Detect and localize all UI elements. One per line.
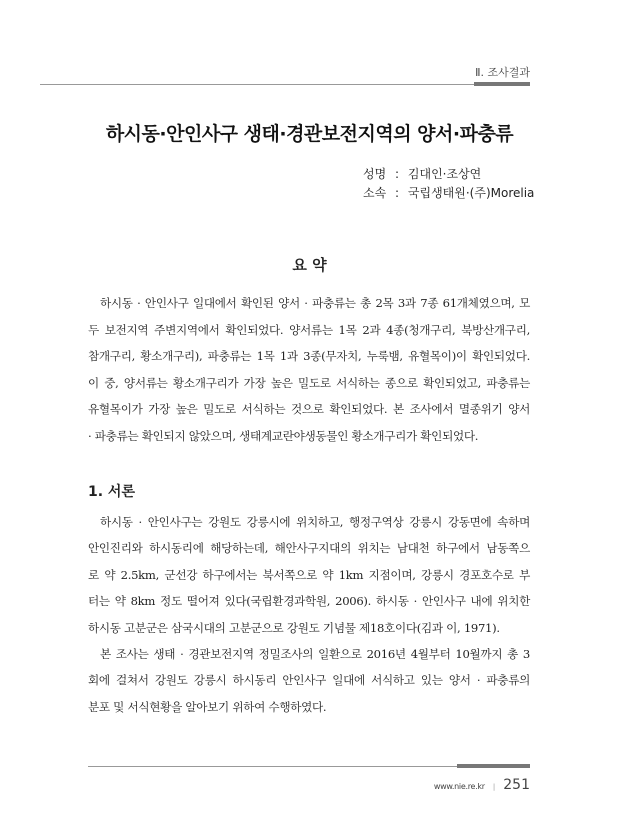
- text-line: 이 중, 양서류는 황소개구리가 가장 높은 밀도로 서식하는 종으로 확인되었고, 파충류는: [88, 375, 530, 390]
- separator: :: [395, 167, 400, 181]
- section-heading: 1. 서론: [88, 484, 135, 500]
- running-header: Ⅱ. 조사결과: [475, 66, 530, 79]
- summary-heading: 요 약: [292, 256, 327, 274]
- header-rule: [40, 84, 530, 85]
- page-number: 251: [503, 777, 530, 793]
- footer-rule-accent: [457, 764, 530, 768]
- affiliation-value: 국립생태원·(주)Morelia: [407, 186, 535, 200]
- author-value: 김대인·조상연: [407, 167, 482, 181]
- separator: :: [395, 186, 400, 200]
- footer-separator: |: [492, 783, 496, 791]
- text-line: · 파충류는 확인되지 않았으며, 생태계교란야생동물인 황소개구리가 확인되었다.: [88, 428, 479, 443]
- author-name: [363, 165, 481, 182]
- text-line: 본 조사는 생태 · 경관보전지역 정밀조사의 일환으로 2016년 4월부터 10월까지 총 3: [100, 647, 530, 661]
- text-line: 하시동 고분군은 삼국시대의 고분군으로 강원도 기념물 제18호이다(김과 이, 1971).: [88, 620, 500, 635]
- header-rule-accent: [474, 82, 530, 86]
- text-line: 안인진리와 하시동리에 해당하는데, 해안사구지대의 위치는 남대천 하구에서 남동쪽으: [88, 541, 530, 556]
- text-line: 회에 걸쳐서 강원도 강릉시 하시동리 안인사구 일대에 서식하고 있는 양서 · 파충류의: [88, 673, 530, 688]
- text-line: 하시동 · 안인사구 일대에서 확인된 양서 · 파충류는 총 2목 3과 7종 61개체였으며, 모: [100, 296, 530, 310]
- text-line: 두 보전지역 주변지역에서 확인되었다. 양서류는 1목 2과 4종(청개구리, 북방산개구리,: [88, 322, 530, 337]
- author-affiliation: [363, 184, 534, 201]
- page-title: 하시동·안인사구 생태·경관보전지역의 양서·파충류: [105, 123, 514, 145]
- footer-url: www.nie.re.kr: [433, 782, 485, 791]
- affiliation-label: 소속: [363, 186, 387, 200]
- text-line: 분포 및 서식현황을 알아보기 위하여 수행하였다.: [88, 699, 327, 714]
- text-line: 유혈목이가 가장 높은 밀도로 서식하는 것으로 확인되었다. 본 조사에서 멸종위기 양서: [88, 402, 530, 416]
- author-label: 성명: [363, 167, 387, 181]
- text-line: 로 약 2.5km, 군선강 하구에서는 북서쪽으로 약 1km 지점이며, 강릉시 경포호수로 부: [88, 567, 530, 582]
- text-line: 참개구리, 황소개구리), 파충류는 1목 1과 3종(무자치, 누룩뱀, 유혈목이)이 확인되었다.: [88, 349, 530, 363]
- footer: [434, 774, 530, 793]
- text-line: 하시동 · 안인사구는 강원도 강릉시에 위치하고, 행정구역상 강릉시 강동면에 속하며: [100, 515, 530, 529]
- text-line: 터는 약 8km 정도 떨어져 있다(국립환경과학원, 2006). 하시동 · 안인사구 내에 위치한: [88, 594, 530, 609]
